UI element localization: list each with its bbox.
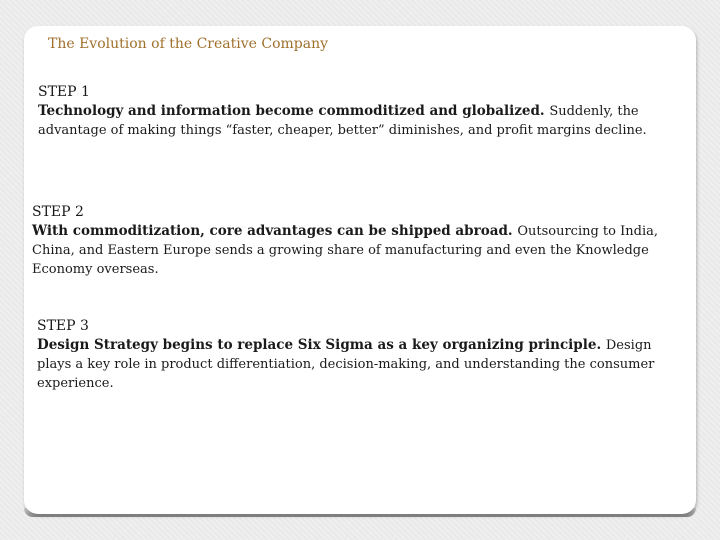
step-number: STEP 1 xyxy=(38,84,90,100)
step-lead: Design Strategy begins to replace Six Sigma as a key organizing principle. xyxy=(37,337,606,353)
step-body: Suddenly, the advantage of making things “faster, cheaper, better” diminishes, and profit margins decline. xyxy=(38,104,647,138)
step-3 xyxy=(37,317,677,393)
step-1 xyxy=(38,83,678,140)
step-lead: With commoditization, core advantages can be shipped abroad. xyxy=(32,223,518,239)
step-number: STEP 2 xyxy=(32,204,84,220)
step-body: Design plays a key role in product differentiation, decision-making, and understanding the consumer experience. xyxy=(37,338,655,391)
slide-title: The Evolution of the Creative Company xyxy=(48,36,329,52)
step-body: Outsourcing to India, China, and Eastern Europe sends a growing share of manufacturing and even the Knowledge Economy overseas. xyxy=(32,224,658,277)
step-2 xyxy=(32,203,682,279)
step-number: STEP 3 xyxy=(37,318,89,334)
step-lead: Technology and information become commoditized and globalized. xyxy=(38,103,550,119)
